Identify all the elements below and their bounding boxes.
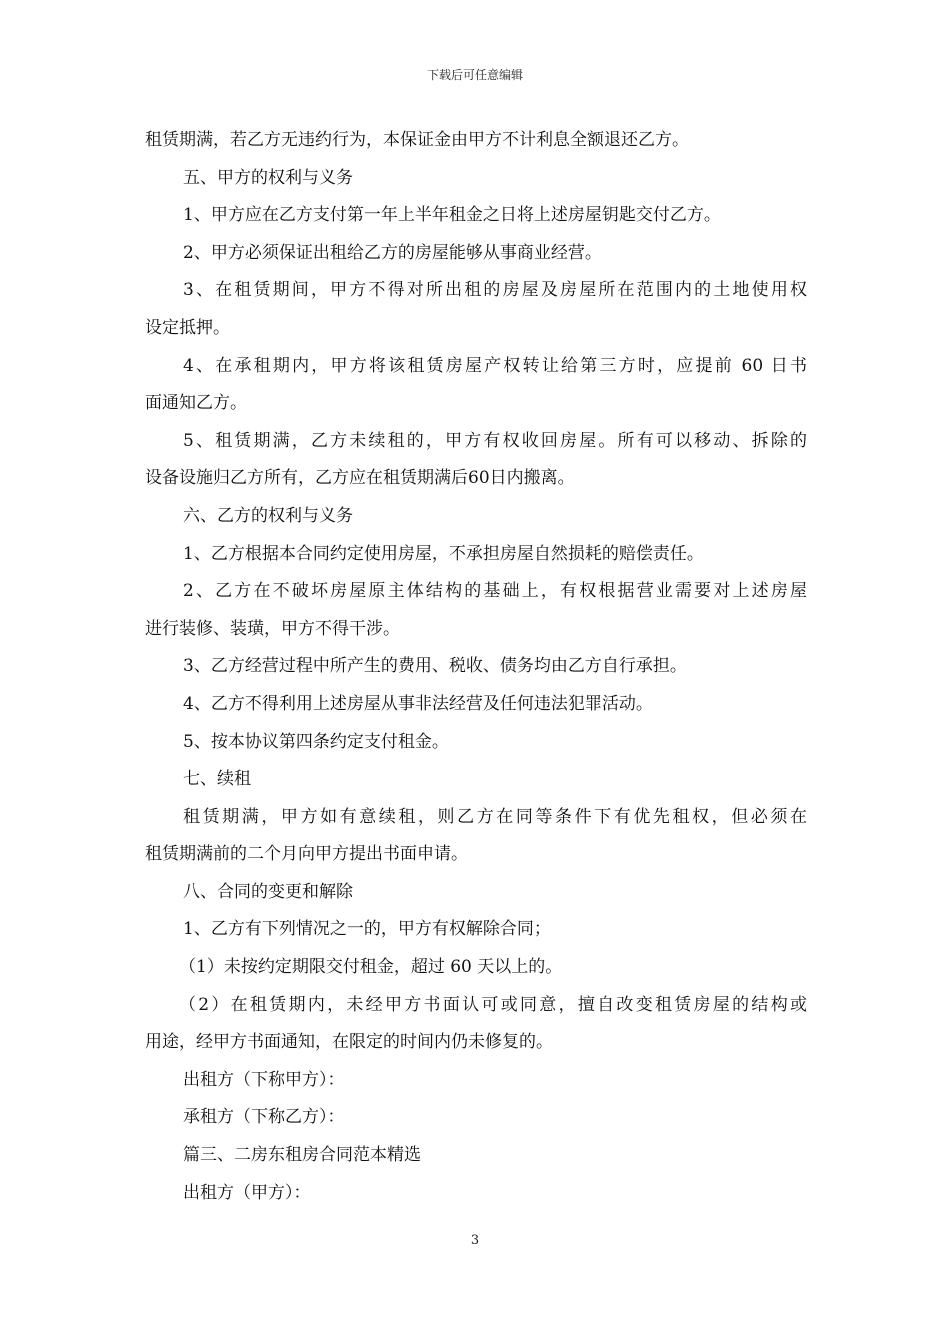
paragraph-line: （1）未按约定期限交付租金，超过 60 天以上的。 bbox=[179, 957, 563, 978]
signature-line-lessee: 承租方（下称乙方）： bbox=[183, 1107, 345, 1128]
paragraph-line: 用途，经甲方书面通知，在限定的时间内仍未修复的。 bbox=[145, 1032, 553, 1053]
paragraph-line: 1、甲方应在乙方支付第一年上半年租金之日将上述房屋钥匙交付乙方。 bbox=[183, 205, 721, 226]
document-body bbox=[145, 122, 807, 1212]
signature-line-lessor: 出租方（下称甲方）： bbox=[183, 1069, 345, 1090]
paragraph-line: 1、乙方根据本合同约定使用房屋，不承担房屋自然损耗的赔偿责任。 bbox=[183, 543, 704, 564]
paragraph-line: 4、乙方不得利用上述房屋从事非法经营及任何违法犯罪活动。 bbox=[183, 693, 653, 714]
paragraph-line: 租赁期满，甲方如有意续租，则乙方在同等条件下有优先租权，但必须在 bbox=[183, 806, 807, 827]
paragraph-line: 租赁期满，若乙方无违约行为，本保证金由甲方不计利息全额退还乙方。 bbox=[145, 130, 689, 150]
section-heading-6: 六、乙方的权利与义务 bbox=[183, 505, 353, 526]
section-heading-8: 八、合同的变更和解除 bbox=[183, 881, 353, 902]
section-heading-7: 七、续租 bbox=[183, 769, 251, 790]
paragraph-line: 4、在承租期内，甲方将该租赁房屋产权转让给第三方时，应提前 60 日书 bbox=[183, 355, 807, 376]
paragraph-line: 2、甲方必须保证出租给乙方的房屋能够从事商业经营。 bbox=[183, 242, 602, 263]
page-number: 3 bbox=[470, 1233, 480, 1248]
paragraph-line: 租赁期满前的二个月向甲方提出书面申请。 bbox=[145, 844, 468, 865]
paragraph-line: （2）在租赁期内，未经甲方书面认可或同意，擅自改变租赁房屋的结构或 bbox=[179, 994, 807, 1015]
paragraph-line: 1、乙方有下列情况之一的，甲方有权解除合同； bbox=[183, 919, 551, 940]
paragraph-line: 3、乙方经营过程中所产生的费用、税收、债务均由乙方自行承担。 bbox=[183, 656, 687, 677]
paragraph-line: 5、按本协议第四条约定支付租金。 bbox=[183, 731, 449, 752]
chapter-heading: 篇三、二房东租房合同范本精选 bbox=[183, 1145, 421, 1166]
paragraph-line: 3、在租赁期间，甲方不得对所出租的房屋及房屋所在范围内的土地使用权 bbox=[183, 280, 807, 301]
paragraph-line: 设备设施归乙方所有，乙方应在租赁期满后60日内搬离。 bbox=[145, 468, 575, 489]
paragraph-line: 5、租赁期满，乙方未续租的，甲方有权收回房屋。所有可以移动、拆除的 bbox=[183, 430, 807, 451]
paragraph-line: 面通知乙方。 bbox=[145, 393, 247, 414]
paragraph-line: 进行装修、装璜，甲方不得干涉。 bbox=[145, 618, 400, 639]
paragraph-line: 出租方（甲方）： bbox=[183, 1182, 311, 1203]
section-heading-5: 五、甲方的权利与义务 bbox=[183, 167, 353, 188]
paragraph-line: 设定抵押。 bbox=[145, 317, 230, 338]
paragraph-line: 2、乙方在不破坏房屋原主体结构的基础上，有权根据营业需要对上述房屋 bbox=[183, 581, 807, 602]
page-header: 下载后可任意编辑 bbox=[426, 68, 523, 82]
